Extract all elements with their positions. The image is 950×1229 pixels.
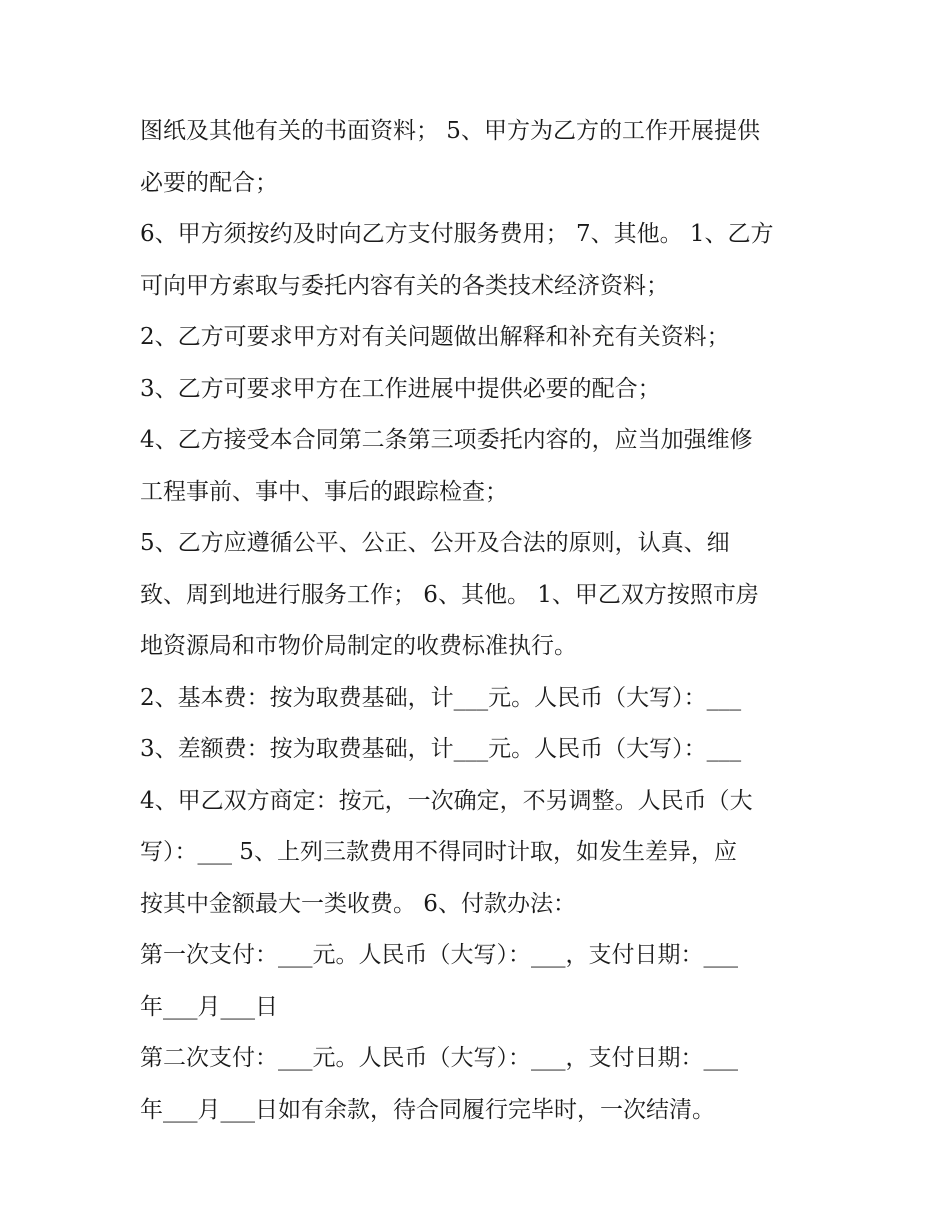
text-line: 按其中金额最大一类收费。 6、付款办法：: [140, 890, 576, 917]
text-line: 6、甲方须按约及时向乙方支付服务费用； 7、其他。 1、乙方: [140, 221, 774, 247]
text-line: 4、乙方接受本合同第二条第三项委托内容的，应当加强维修: [140, 427, 753, 453]
text-line: 4、甲乙双方商定：按元，一次确定，不另调整。人民币（大: [140, 787, 753, 814]
text-line: 年___月___日如有余款，待合同履行完毕时，一次结清。: [140, 1096, 715, 1123]
text-line: 写）：___ 5、上列三款费用不得同时计取，如发生差异，应: [140, 839, 737, 865]
text-line: 3、乙方可要求甲方在工作进展中提供必要的配合；: [140, 375, 661, 402]
text-line: 致、周到地进行服务工作； 6、其他。 1、甲乙双方按照市房: [140, 581, 759, 608]
text-line: 第二次支付：___元。人民币（大写）：___，支付日期：___: [140, 1045, 738, 1071]
text-line: 可向甲方索取与委托内容有关的各类技术经济资料；: [140, 272, 669, 299]
text-line: 年___月___日: [140, 993, 278, 1020]
text-line: 必要的配合；: [140, 169, 278, 196]
text-line: 地资源局和市物价局制定的收费标准执行。: [140, 633, 577, 659]
text-line: 图纸及其他有关的书面资料； 5、甲方为乙方的工作开展提供: [140, 118, 760, 144]
text-line: 3、差额费：按为取费基础，计___元。人民币（大写）：___: [140, 736, 742, 762]
contract-text-body: [140, 106, 812, 1136]
text-line: 2、基本费：按为取费基础，计___元。人民币（大写）：___: [140, 684, 742, 711]
text-line: 5、乙方应遵循公平、公正、公开及合法的原则，认真、细: [140, 530, 730, 556]
text-line: 工程事前、事中、事后的跟踪检查；: [140, 478, 508, 505]
text-line: 2、乙方可要求甲方对有关问题做出解释和补充有关资料；: [140, 324, 730, 350]
text-line: 第一次支付：___元。人民币（大写）：___，支付日期：___: [140, 942, 738, 968]
